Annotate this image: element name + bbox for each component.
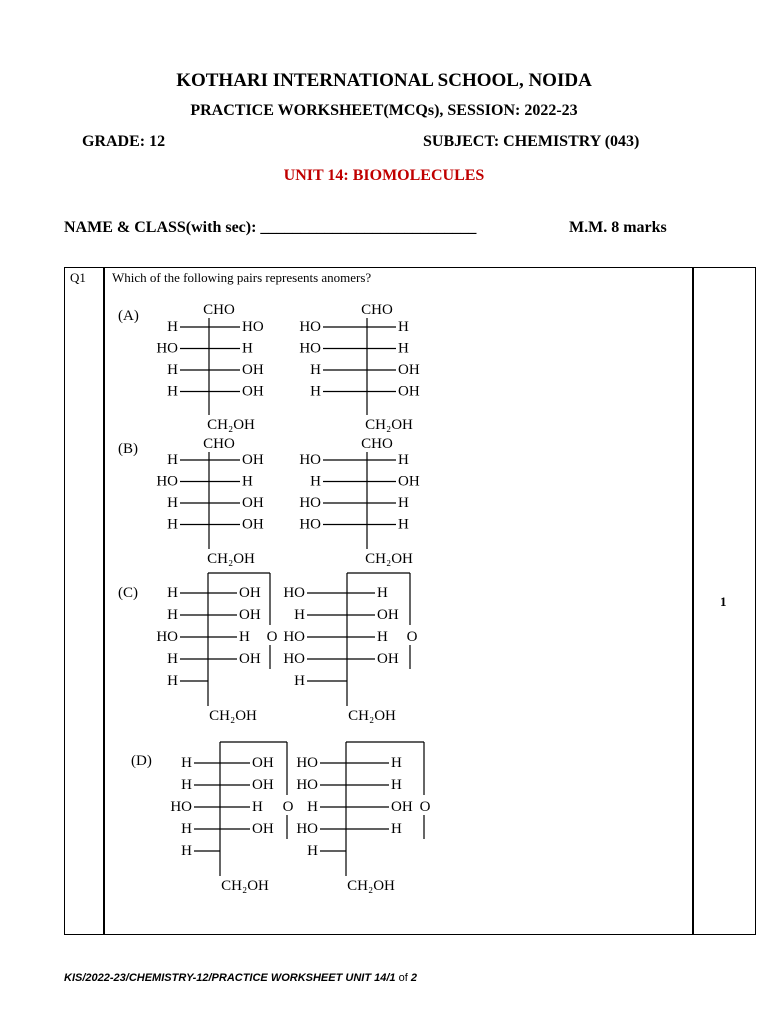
max-marks: M.M. 8 marks: [569, 219, 667, 236]
ring-bottom-group: CH₂OH: [221, 878, 269, 894]
fischer-left-substituent: H: [310, 383, 321, 400]
ring-left-substituent: H: [181, 843, 192, 859]
fischer-right-substituent: OH: [398, 362, 420, 378]
ring-left-substituent: H: [307, 799, 318, 815]
fischer-bottom-group: CH₂OH: [207, 551, 255, 567]
fischer-left-substituent: HO: [299, 516, 321, 533]
fischer-left-substituent: HO: [299, 495, 321, 511]
ring-right-substituent: OH: [239, 585, 261, 601]
fischer-left-substituent: HO: [156, 473, 178, 490]
grade-label: GRADE: 12: [82, 133, 166, 150]
ring-right-substituent: OH: [377, 607, 399, 623]
page-footer: [64, 972, 417, 984]
option-label-4: (D): [131, 753, 152, 769]
footer-page: 1: [389, 972, 396, 984]
name-class-field: NAME & CLASS(with sec): ___________________________: [64, 219, 477, 236]
ring-left-substituent: H: [181, 821, 192, 837]
ring-left-substituent: HO: [156, 629, 178, 645]
fischer-right-substituent: OH: [242, 362, 264, 378]
fischer-top-group: CHO: [361, 302, 393, 318]
fischer-right-substituent: H: [398, 340, 409, 357]
school-name: KOTHARI INTERNATIONAL SCHOOL, NOIDA: [176, 70, 592, 91]
ring-right-substituent: OH: [377, 651, 399, 667]
fischer-left-substituent: HO: [299, 452, 321, 468]
unit-title: UNIT 14: BIOMOLECULES: [283, 167, 485, 184]
fischer-right-substituent: HO: [242, 319, 264, 335]
fischer-right-substituent: H: [398, 319, 409, 335]
ring-oxygen: O: [419, 799, 431, 815]
ring-right-substituent: H: [391, 821, 402, 837]
ring-bottom-group: CH₂OH: [209, 708, 257, 724]
ring-left-substituent: HO: [296, 821, 318, 837]
fischer-right-substituent: OH: [242, 516, 264, 533]
ring-right-substituent: OH: [252, 821, 274, 837]
ring-left-substituent: H: [167, 673, 178, 689]
ring-left-substituent: HO: [296, 777, 318, 793]
fischer-right-substituent: H: [242, 473, 253, 490]
ring-right-substituent: OH: [239, 607, 261, 623]
ring-right-substituent: H: [252, 799, 263, 815]
fischer-left-substituent: H: [167, 319, 178, 335]
ring-left-substituent: HO: [283, 629, 305, 645]
ring-left-substituent: HO: [283, 651, 305, 667]
fischer-right-substituent: OH: [242, 383, 264, 400]
fischer-left-substituent: HO: [156, 340, 178, 357]
fischer-left-substituent: H: [167, 452, 178, 468]
fischer-right-substituent: OH: [242, 495, 264, 511]
subject-label: SUBJECT: CHEMISTRY (043): [423, 133, 640, 150]
fischer-top-group: CHO: [203, 302, 235, 318]
ring-oxygen: O: [282, 799, 294, 815]
ring-right-substituent: H: [391, 777, 402, 793]
fischer-right-substituent: H: [398, 452, 409, 468]
ring-bottom-group: CH₂OH: [347, 878, 395, 894]
ring-left-substituent: H: [294, 607, 305, 623]
fischer-right-substituent: OH: [242, 452, 264, 468]
ring-right-substituent: H: [377, 629, 388, 645]
fischer-left-substituent: H: [310, 473, 321, 490]
ring-left-substituent: HO: [170, 799, 192, 815]
fischer-left-substituent: H: [167, 495, 178, 511]
fischer-bottom-group: CH₂OH: [365, 417, 413, 433]
ring-right-substituent: H: [391, 755, 402, 771]
ring-bottom-group: CH₂OH: [348, 708, 396, 724]
fischer-left-substituent: H: [167, 383, 178, 400]
worksheet-title: PRACTICE WORKSHEET(MCQs), SESSION: 2022-23: [190, 102, 578, 119]
question-marks: 1: [720, 594, 727, 609]
option-label-2: (B): [118, 441, 138, 457]
fischer-right-substituent: H: [398, 516, 409, 533]
ring-right-substituent: OH: [252, 777, 274, 793]
ring-left-substituent: H: [181, 755, 192, 771]
ring-left-substituent: H: [294, 673, 305, 689]
fischer-right-substituent: H: [242, 340, 253, 357]
option-label-3: (C): [118, 585, 138, 601]
question-text: Which of the following pairs represents anomers?: [112, 270, 372, 285]
ring-right-substituent: OH: [252, 755, 274, 771]
ring-right-substituent: OH: [391, 799, 413, 815]
fischer-left-substituent: H: [167, 516, 178, 533]
ring-left-substituent: H: [181, 777, 192, 793]
footer-code: KIS/2022-23/CHEMISTRY-12/PRACTICE WORKSHEET UNIT 14/: [64, 972, 390, 984]
fischer-left-substituent: H: [167, 362, 178, 378]
fischer-right-substituent: OH: [398, 473, 420, 490]
ring-left-substituent: H: [167, 585, 178, 601]
fischer-left-substituent: HO: [299, 340, 321, 357]
fischer-bottom-group: CH₂OH: [207, 417, 255, 433]
ring-right-substituent: H: [377, 585, 388, 601]
fischer-top-group: CHO: [203, 436, 235, 452]
fischer-right-substituent: OH: [398, 383, 420, 400]
ring-oxygen: O: [266, 629, 278, 645]
question-number: Q1: [70, 270, 86, 285]
ring-left-substituent: H: [307, 843, 318, 859]
footer-of: of: [395, 972, 411, 984]
ring-left-substituent: HO: [296, 755, 318, 771]
ring-left-substituent: HO: [283, 585, 305, 601]
ring-left-substituent: H: [167, 607, 178, 623]
ring-right-substituent: OH: [239, 651, 261, 667]
ring-oxygen: O: [406, 629, 418, 645]
ring-right-substituent: H: [239, 629, 250, 645]
fischer-left-substituent: HO: [299, 319, 321, 335]
fischer-bottom-group: CH₂OH: [365, 551, 413, 567]
ring-left-substituent: H: [167, 651, 178, 667]
option-label-1: (A): [118, 308, 139, 324]
fischer-left-substituent: H: [310, 362, 321, 378]
fischer-top-group: CHO: [361, 436, 393, 452]
fischer-right-substituent: H: [398, 495, 409, 511]
footer-total: 2: [410, 972, 417, 984]
